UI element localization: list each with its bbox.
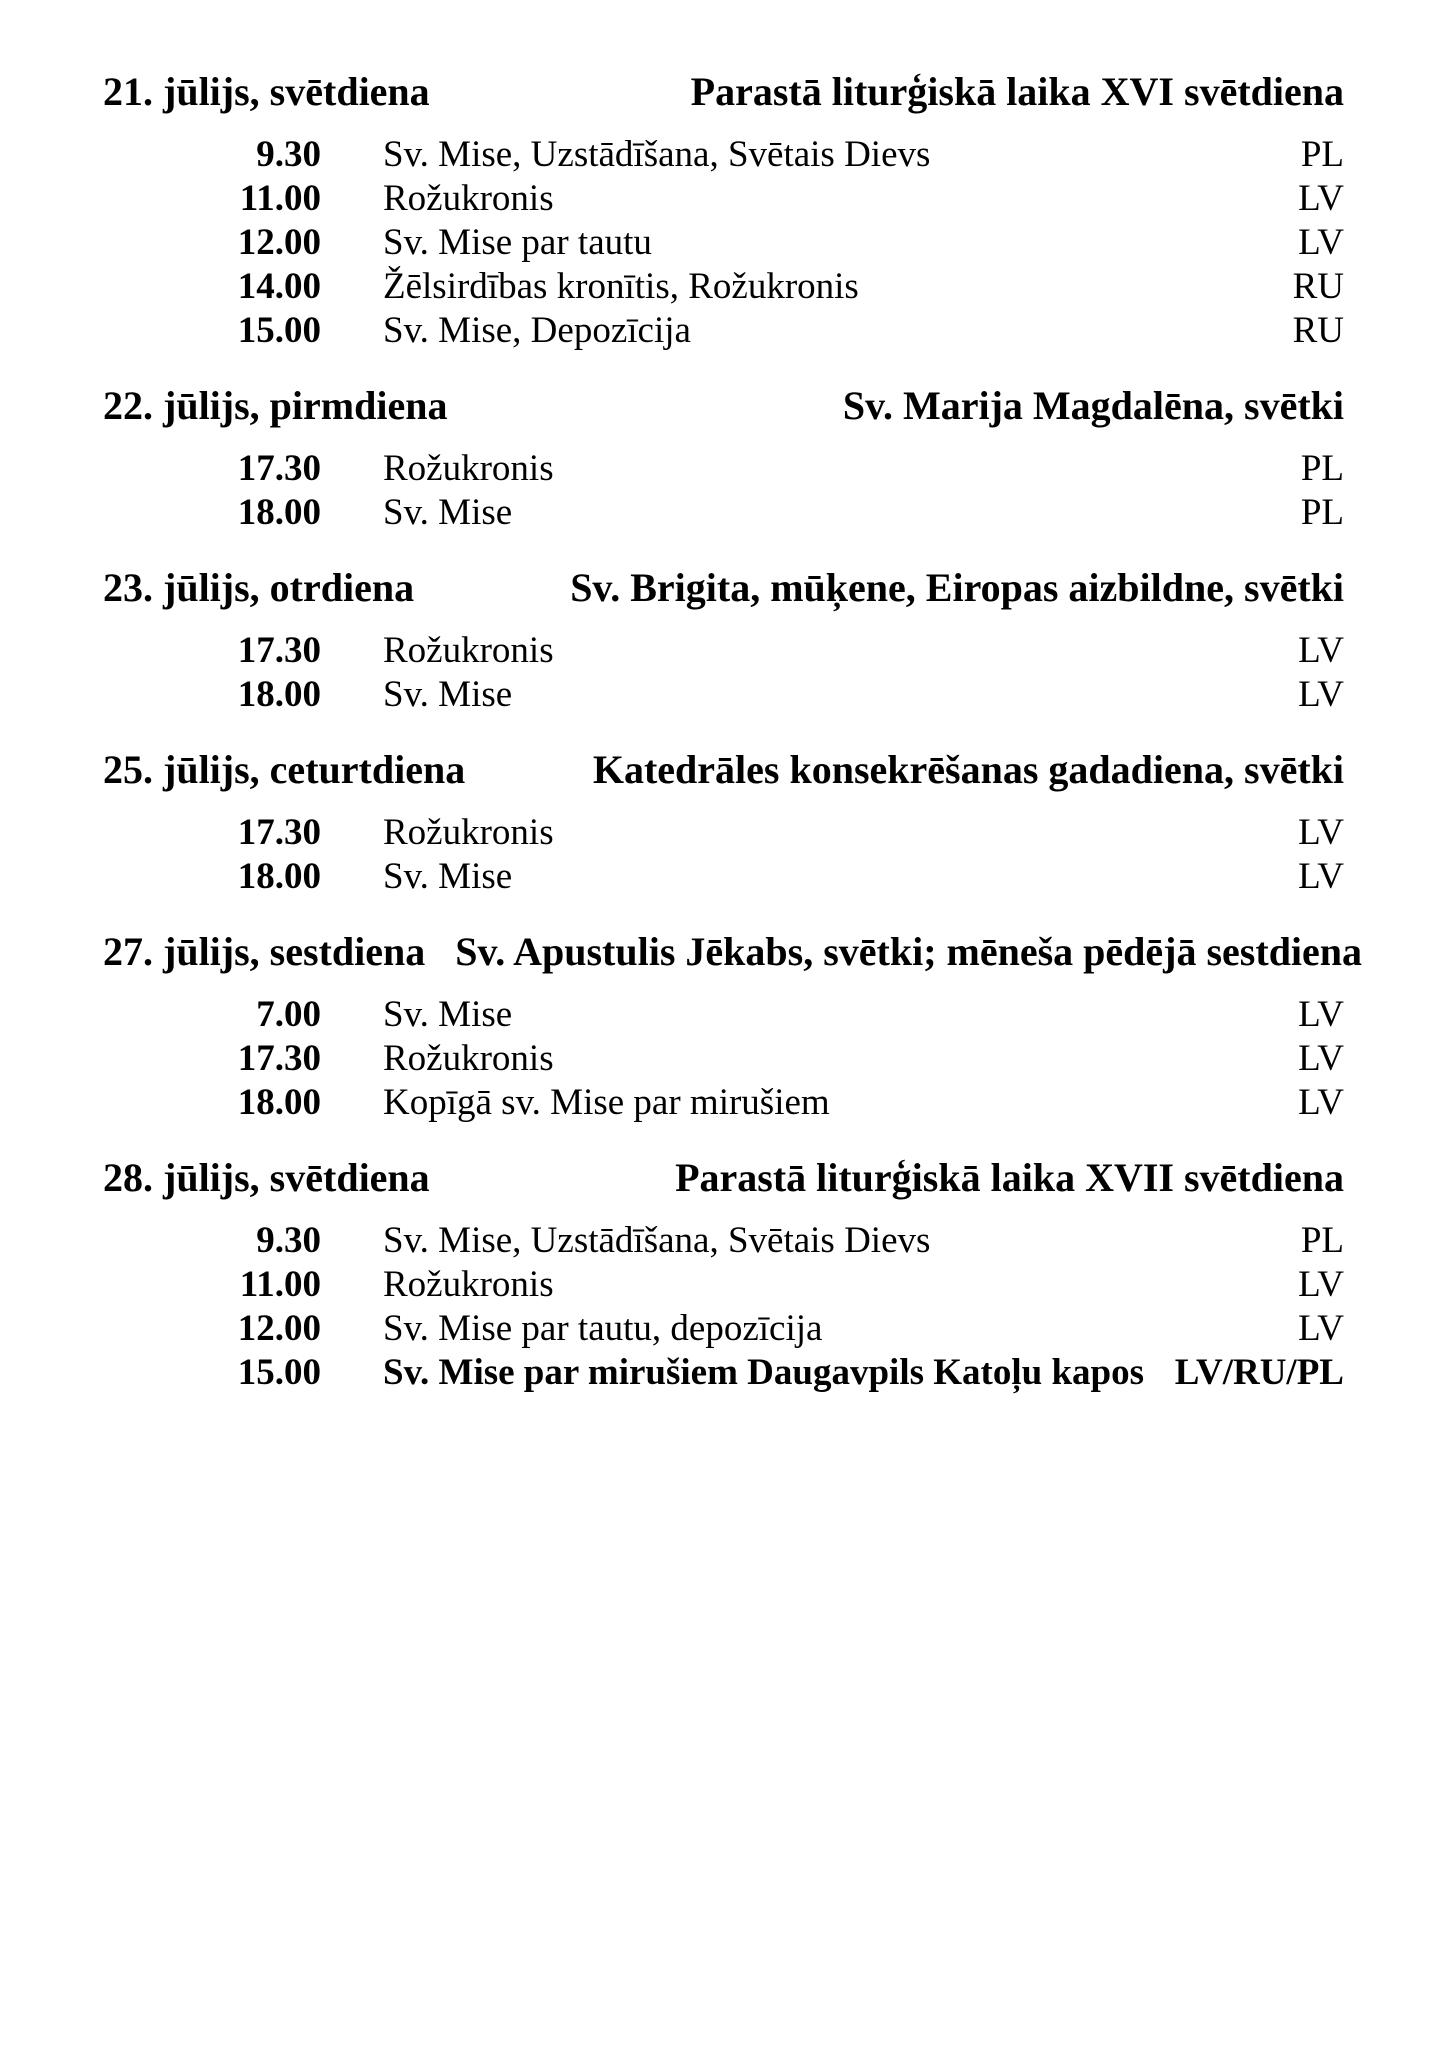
- event-description: Žēlsirdības kronītis, Rožukronis: [383, 266, 859, 307]
- event-time: 15.00: [237, 1352, 321, 1393]
- event-description: Kopīgā sv. Mise par mirušiem: [383, 1082, 830, 1123]
- event-language-badge: LV/RU/PL: [1174, 1352, 1344, 1393]
- event-time: 17.30: [237, 448, 321, 489]
- event-row: [103, 1219, 1344, 1263]
- event-time: 18.00: [237, 856, 321, 897]
- event-time: 17.30: [237, 1038, 321, 1079]
- day-date-label: 21. jūlijs, svētdiena: [103, 69, 430, 114]
- day-date-label: 25. jūlijs, ceturtdiena: [103, 747, 466, 792]
- event-description: Rožukronis: [383, 812, 554, 853]
- event-row: [103, 993, 1344, 1037]
- event-time: 18.00: [237, 492, 321, 533]
- event-description: Sv. Mise par mirušiem Daugavpils Katoļu kapos: [383, 1352, 1145, 1393]
- day-header: [103, 747, 1344, 793]
- event-time: 12.00: [237, 222, 321, 263]
- event-list: [103, 133, 1344, 353]
- event-row: [103, 133, 1344, 177]
- event-time: 15.00: [237, 310, 321, 351]
- day-section: [103, 383, 1344, 535]
- event-description: Sv. Mise: [383, 492, 513, 533]
- event-description: Rožukronis: [383, 178, 554, 219]
- event-row: [103, 221, 1344, 265]
- event-time: 12.00: [237, 1308, 321, 1349]
- day-date-label: 28. jūlijs, svētdiena: [103, 1155, 430, 1200]
- event-language-badge: LV: [1298, 1082, 1344, 1123]
- event-description: Sv. Mise: [383, 674, 513, 715]
- day-title-label: Parastā liturģiskā laika XVI svētdiena: [690, 69, 1344, 114]
- event-language-badge: LV: [1298, 222, 1344, 263]
- day-date-label: 23. jūlijs, otrdiena: [103, 565, 415, 610]
- event-language-badge: RU: [1292, 266, 1344, 307]
- event-description: Rožukronis: [383, 448, 554, 489]
- event-language-badge: LV: [1298, 994, 1344, 1035]
- event-row: [103, 309, 1344, 353]
- day-section: [103, 69, 1344, 353]
- day-section: [103, 1155, 1344, 1395]
- event-row: [103, 629, 1344, 673]
- event-time: 18.00: [237, 1082, 321, 1123]
- event-row: [103, 1307, 1344, 1351]
- event-row: [103, 177, 1344, 221]
- event-description: Sv. Mise par tautu, depozīcija: [383, 1308, 823, 1349]
- event-description: Rožukronis: [383, 1264, 554, 1305]
- event-description: Rožukronis: [383, 630, 554, 671]
- day-header: [103, 1155, 1344, 1201]
- event-row: [103, 811, 1344, 855]
- day-header: [103, 69, 1344, 115]
- day-header: [103, 383, 1344, 429]
- event-list: [103, 1219, 1344, 1395]
- event-row: [103, 447, 1344, 491]
- event-row: [103, 1037, 1344, 1081]
- day-section: [103, 747, 1344, 899]
- event-description: Sv. Mise, Depozīcija: [383, 310, 691, 351]
- event-time: 9.30: [256, 134, 321, 175]
- event-row: [103, 673, 1344, 717]
- event-description: Sv. Mise, Uzstādīšana, Svētais Dievs: [383, 134, 931, 175]
- event-language-badge: LV: [1298, 178, 1344, 219]
- day-header: [103, 929, 1363, 975]
- day-title-label: Sv. Marija Magdalēna, svētki: [842, 383, 1344, 428]
- event-list: [103, 811, 1344, 899]
- day-title-label: Sv. Brigita, mūķene, Eiropas aizbildne, svētki: [570, 565, 1344, 610]
- event-description: Rožukronis: [383, 1038, 554, 1079]
- event-description: Sv. Mise par tautu: [383, 222, 652, 263]
- event-description: Sv. Mise: [383, 856, 513, 897]
- event-language-badge: PL: [1300, 448, 1344, 489]
- event-row: [103, 491, 1344, 535]
- event-time: 18.00: [237, 674, 321, 715]
- event-description: Sv. Mise: [383, 994, 513, 1035]
- event-row: [103, 265, 1344, 309]
- schedule: [103, 69, 1363, 1395]
- event-language-badge: LV: [1298, 1038, 1344, 1079]
- event-description: Sv. Mise, Uzstādīšana, Svētais Dievs: [383, 1220, 931, 1261]
- event-time: 17.30: [237, 812, 321, 853]
- event-time: 9.30: [256, 1220, 321, 1261]
- event-language-badge: LV: [1298, 1308, 1344, 1349]
- day-date-label: 27. jūlijs, sestdiena: [103, 929, 426, 974]
- day-section: [103, 565, 1344, 717]
- event-language-badge: LV: [1298, 812, 1344, 853]
- event-row: [103, 1263, 1344, 1307]
- event-language-badge: PL: [1300, 1220, 1344, 1261]
- event-language-badge: PL: [1300, 134, 1344, 175]
- event-time: 11.00: [239, 1264, 321, 1305]
- day-date-label: 22. jūlijs, pirmdiena: [103, 383, 448, 428]
- event-time: 7.00: [256, 994, 321, 1035]
- event-language-badge: PL: [1300, 492, 1344, 533]
- event-time: 11.00: [239, 178, 321, 219]
- event-row: [103, 855, 1344, 899]
- event-language-badge: LV: [1298, 674, 1344, 715]
- event-list: [103, 993, 1344, 1125]
- event-time: 14.00: [237, 266, 321, 307]
- day-title-label: Parastā liturģiskā laika XVII svētdiena: [675, 1155, 1344, 1200]
- event-language-badge: LV: [1298, 856, 1344, 897]
- day-title-label: Sv. Apustulis Jēkabs, svētki; mēneša pēdējā sestdiena: [455, 929, 1363, 974]
- event-list: [103, 629, 1344, 717]
- event-list: [103, 447, 1344, 535]
- day-header: [103, 565, 1344, 611]
- event-time: 17.30: [237, 630, 321, 671]
- event-language-badge: LV: [1298, 1264, 1344, 1305]
- event-language-badge: RU: [1292, 310, 1344, 351]
- event-language-badge: LV: [1298, 630, 1344, 671]
- event-row: [103, 1351, 1344, 1395]
- day-section: [103, 929, 1363, 1125]
- event-row: [103, 1081, 1344, 1125]
- day-title-label: Katedrāles konsekrēšanas gadadiena, svētki: [592, 747, 1344, 792]
